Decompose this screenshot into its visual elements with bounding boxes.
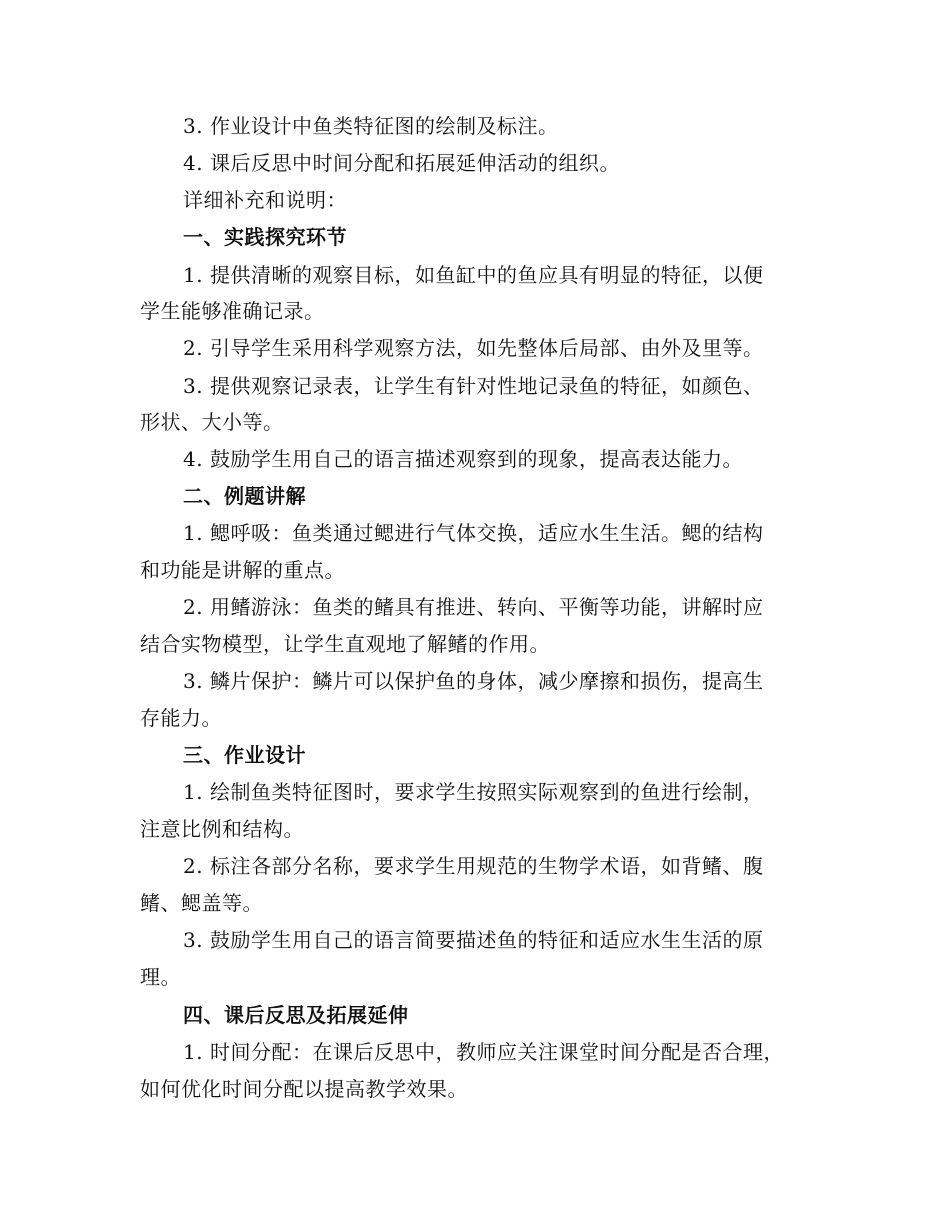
list-item-continuation: 注意比例和结构。 <box>140 817 304 841</box>
list-item: 2. 用鳍游泳：鱼类的鳍具有推进、转向、平衡等功能，讲解时应 <box>183 595 764 619</box>
section-heading: 二、例题讲解 <box>183 484 306 508</box>
list-item-continuation: 如何优化时间分配以提高教学效果。 <box>140 1077 468 1101</box>
list-item-continuation: 学生能够准确记录。 <box>140 299 325 323</box>
section-heading: 三、作业设计 <box>183 743 306 767</box>
list-item: 1. 提供清晰的观察目标，如鱼缸中的鱼应具有明显的特征，以便 <box>183 263 764 287</box>
list-item-continuation: 理。 <box>140 965 181 989</box>
list-item-continuation: 存能力。 <box>140 706 222 730</box>
list-item: 1. 绘制鱼类特征图时，要求学生按照实际观察到的鱼进行绘制， <box>183 780 764 804</box>
list-item: 4. 课后反思中时间分配和拓展延伸活动的组织。 <box>183 151 620 175</box>
section-heading: 四、课后反思及拓展延伸 <box>183 1003 409 1027</box>
list-item: 3. 鳞片保护：鳞片可以保护鱼的身体，减少摩擦和损伤，提高生 <box>183 669 764 693</box>
list-item: 4. 鼓励学生用自己的语言描述观察到的现象，提高表达能力。 <box>183 447 743 471</box>
list-item-continuation: 形状、大小等。 <box>140 410 284 434</box>
list-item: 2. 标注各部分名称，要求学生用规范的生物学术语，如背鳍、腹 <box>183 854 764 878</box>
paragraph-intro: 详细补充和说明： <box>183 188 347 212</box>
list-item-continuation: 鳍、鳃盖等。 <box>140 891 263 915</box>
list-item: 3. 鼓励学生用自己的语言简要描述鱼的特征和适应水生生活的原 <box>183 928 764 952</box>
list-item: 3. 作业设计中鱼类特征图的绘制及标注。 <box>183 114 559 138</box>
list-item-continuation: 结合实物模型，让学生直观地了解鳍的作用。 <box>140 632 550 656</box>
list-item: 1. 时间分配：在课后反思中，教师应关注课堂时间分配是否合理， <box>183 1040 784 1064</box>
list-item-continuation: 和功能是讲解的重点。 <box>140 558 345 582</box>
list-item: 2. 引导学生采用科学观察方法，如先整体后局部、由外及里等。 <box>183 336 764 360</box>
list-item: 1. 鳃呼吸：鱼类通过鳃进行气体交换，适应水生生活。鳃的结构 <box>183 521 764 545</box>
section-heading: 一、实践探究环节 <box>183 225 347 249</box>
list-item: 3. 提供观察记录表，让学生有针对性地记录鱼的特征，如颜色、 <box>183 374 764 398</box>
